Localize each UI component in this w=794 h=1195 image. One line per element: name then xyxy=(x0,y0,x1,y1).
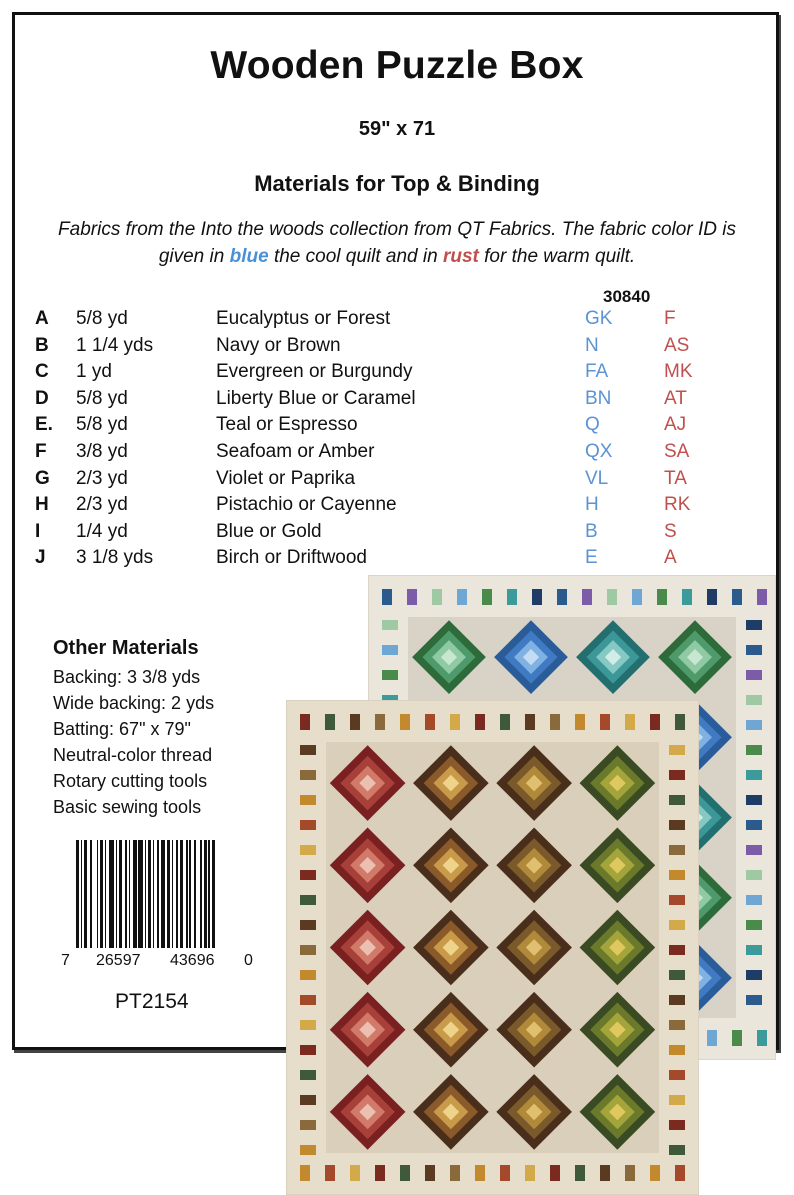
other-material-item: Neutral-color thread xyxy=(53,745,213,765)
intro-text-3: for the warm quilt. xyxy=(478,246,636,267)
fabric-yardage: 5/8 yd xyxy=(76,414,128,436)
warm-color-id: TA xyxy=(664,467,687,489)
fabric-letter: C xyxy=(35,361,49,383)
cool-color-id: N xyxy=(585,334,599,356)
warm-color-id: AS xyxy=(664,334,690,356)
cool-color-id: H xyxy=(585,494,599,516)
fabric-yardage: 1 1/4 yds xyxy=(76,334,154,356)
warm-color-id: AJ xyxy=(664,414,687,436)
warm-color-id: SA xyxy=(664,441,690,462)
fabric-row xyxy=(0,468,794,494)
cool-color-id: BN xyxy=(585,387,612,409)
fabric-name: Blue or Gold xyxy=(216,520,322,542)
fabric-yardage: 5/8 yd xyxy=(76,387,128,409)
warm-color-id: A xyxy=(664,547,677,569)
collection-number: 30840 xyxy=(603,287,651,306)
warm-color-id: S xyxy=(664,520,677,542)
barcode-bars xyxy=(76,840,251,948)
fabric-letter: I xyxy=(35,520,41,542)
fabric-name: Evergreen or Burgundy xyxy=(216,361,413,383)
fabric-row xyxy=(0,335,794,361)
other-material-item: Backing: 3 3/8 yds xyxy=(53,667,201,687)
pattern-sku: PT2154 xyxy=(115,990,189,1013)
barcode-left-group: 26597 xyxy=(96,952,141,969)
upc-barcode xyxy=(58,836,258,976)
intro-blue-word: blue xyxy=(229,246,269,267)
fabric-yardage: 3 1/8 yds xyxy=(76,547,154,569)
fabric-row xyxy=(0,361,794,387)
fabric-yardage: 2/3 yd xyxy=(76,494,128,516)
fabric-row xyxy=(0,388,794,414)
fabric-row xyxy=(0,494,794,520)
fabric-row xyxy=(0,521,794,547)
materials-heading: Materials for Top & Binding xyxy=(254,171,540,196)
fabric-yardage: 1 yd xyxy=(76,361,112,383)
fabric-name: Birch or Driftwood xyxy=(216,547,367,569)
barcode-first-digit: 7 xyxy=(61,952,70,969)
barcode-right-group: 43696 xyxy=(170,952,215,969)
fabric-intro xyxy=(40,216,754,270)
pattern-title: Wooden Puzzle Box xyxy=(210,44,584,87)
fabric-name: Eucalyptus or Forest xyxy=(216,308,391,329)
quilt-size: 59" x 71 xyxy=(358,118,436,140)
cool-color-id: FA xyxy=(585,361,609,383)
intro-rust-word: rust xyxy=(442,246,479,267)
fabric-name: Pistachio or Cayenne xyxy=(216,494,397,516)
fabric-yardage: 5/8 yd xyxy=(76,308,128,329)
fabric-letter: B xyxy=(35,334,49,356)
other-material-item: Batting: 67" x 79" xyxy=(53,719,191,739)
intro-text-2: the cool quilt and in xyxy=(268,246,443,267)
fabric-row xyxy=(0,547,794,573)
fabric-letter: E. xyxy=(35,414,53,436)
fabric-letter: F xyxy=(35,441,47,462)
cool-color-id: GK xyxy=(585,308,613,329)
cool-color-id: VL xyxy=(585,467,609,489)
fabric-yardage: 1/4 yd xyxy=(76,520,128,542)
warm-color-id: AT xyxy=(664,387,687,409)
warm-color-id: F xyxy=(664,308,676,329)
intro-text-1: Fabrics from the Into the woods collection from QT Fabrics. The fabric color ID is given in xyxy=(58,219,736,267)
other-material-item: Wide backing: 2 yds xyxy=(53,693,215,713)
cool-color-id: B xyxy=(585,520,598,542)
other-materials-list xyxy=(53,664,214,820)
warm-color-id: RK xyxy=(664,494,691,516)
fabric-yardage: 3/8 yd xyxy=(76,441,128,462)
cool-color-id: Q xyxy=(585,414,600,436)
fabric-name: Violet or Paprika xyxy=(216,467,356,489)
fabric-yardage: 2/3 yd xyxy=(76,467,128,489)
fabric-row xyxy=(0,441,794,467)
other-material-item: Rotary cutting tools xyxy=(53,771,208,791)
fabric-name: Seafoam or Amber xyxy=(216,441,375,462)
barcode-check-digit: 0 xyxy=(244,952,253,969)
cool-color-id: QX xyxy=(585,441,613,462)
fabric-name: Liberty Blue or Caramel xyxy=(216,387,416,409)
fabric-letter: G xyxy=(35,467,50,489)
fabric-letter: H xyxy=(35,494,49,516)
warm-color-id: MK xyxy=(664,361,693,383)
warm-quilt-image xyxy=(286,700,699,1195)
fabric-name: Teal or Espresso xyxy=(216,414,358,436)
fabric-letter: A xyxy=(35,308,49,329)
fabric-letter: D xyxy=(35,387,49,409)
fabric-letter: J xyxy=(35,547,46,569)
fabric-row xyxy=(0,414,794,440)
fabric-name: Navy or Brown xyxy=(216,334,341,356)
other-material-item: Basic sewing tools xyxy=(53,797,202,817)
fabric-row xyxy=(0,308,794,334)
other-materials-title: Other Materials xyxy=(53,637,199,659)
cool-color-id: E xyxy=(585,547,598,569)
